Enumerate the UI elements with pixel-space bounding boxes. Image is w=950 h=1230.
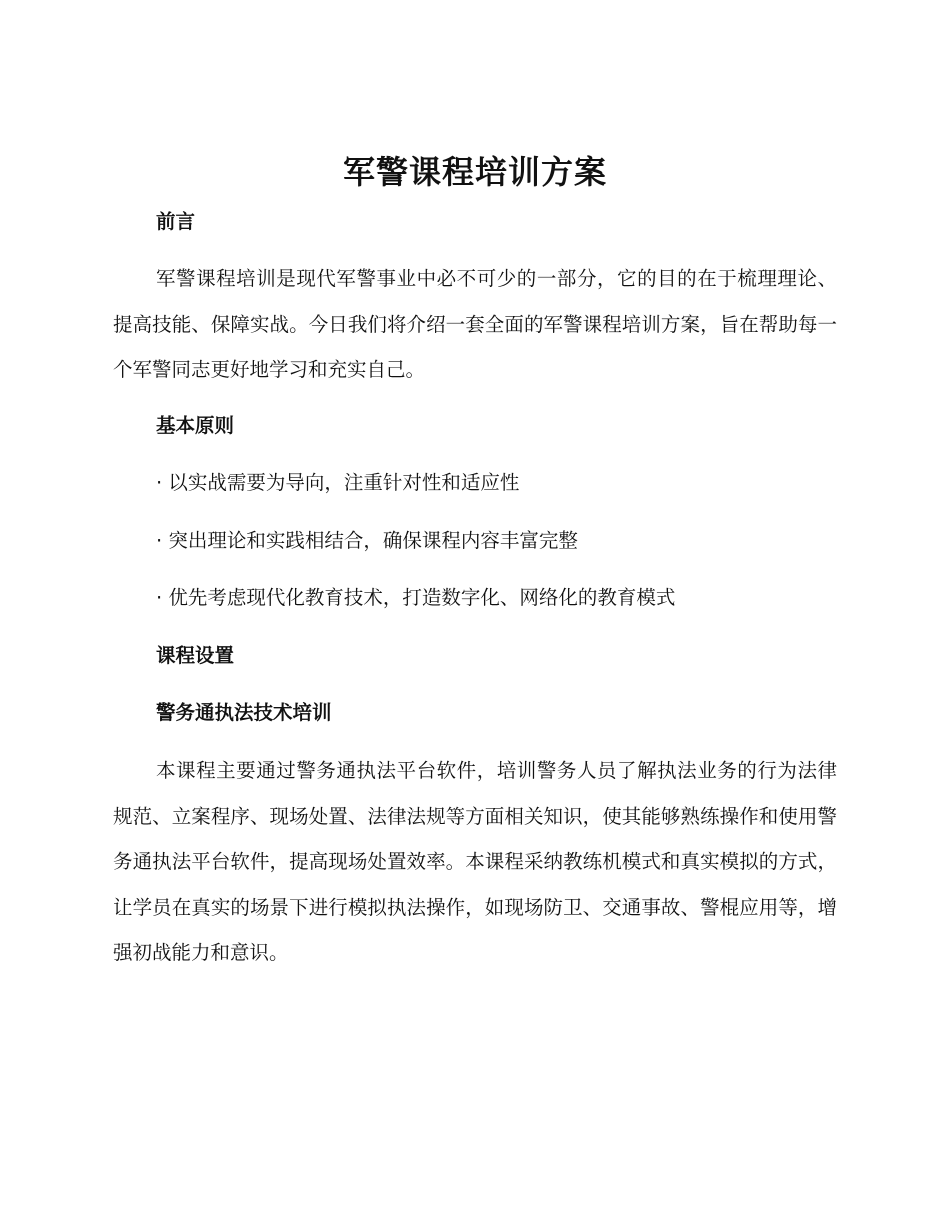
document-title: 军警课程培训方案 [342, 153, 607, 191]
principle-item: · 优先考虑现代化教育技术，打造数字化、网络化的教育模式 [156, 586, 676, 609]
principle-item: · 以实战需要为导向，注重针对性和适应性 [156, 471, 520, 494]
preface-paragraph: 军警课程培训是现代军警事业中必不可少的一部分，它的目的在于梳理理论、提高技能、保障实战。今日我们将介绍一套全面的军警课程培训方案，旨在帮助每一个军警同志更好地学习和充实自己。 [113, 267, 837, 381]
course-heading: 警务通执法技术培训 [156, 701, 332, 724]
course-paragraph: 本课程主要通过警务通执法平台软件，培训警务人员了解执法业务的行为法律规范、立案程序、现场处置、法律法规等方面相关知识，使其能够熟练操作和使用警务通执法平台软件，提高现场处置效率。本课程采纳教练机模式和真实模拟的方式，让学员在真实的场景下进行模拟执法操作，如现场防卫、交通事故、警棍应用等，增强初战能力和意识。 [113, 759, 837, 964]
section-heading-principles: 基本原则 [156, 414, 235, 437]
section-heading-preface: 前言 [156, 210, 196, 233]
principle-item: · 突出理论和实践相结合，确保课程内容丰富完整 [156, 529, 578, 552]
section-heading-courses: 课程设置 [156, 644, 235, 667]
